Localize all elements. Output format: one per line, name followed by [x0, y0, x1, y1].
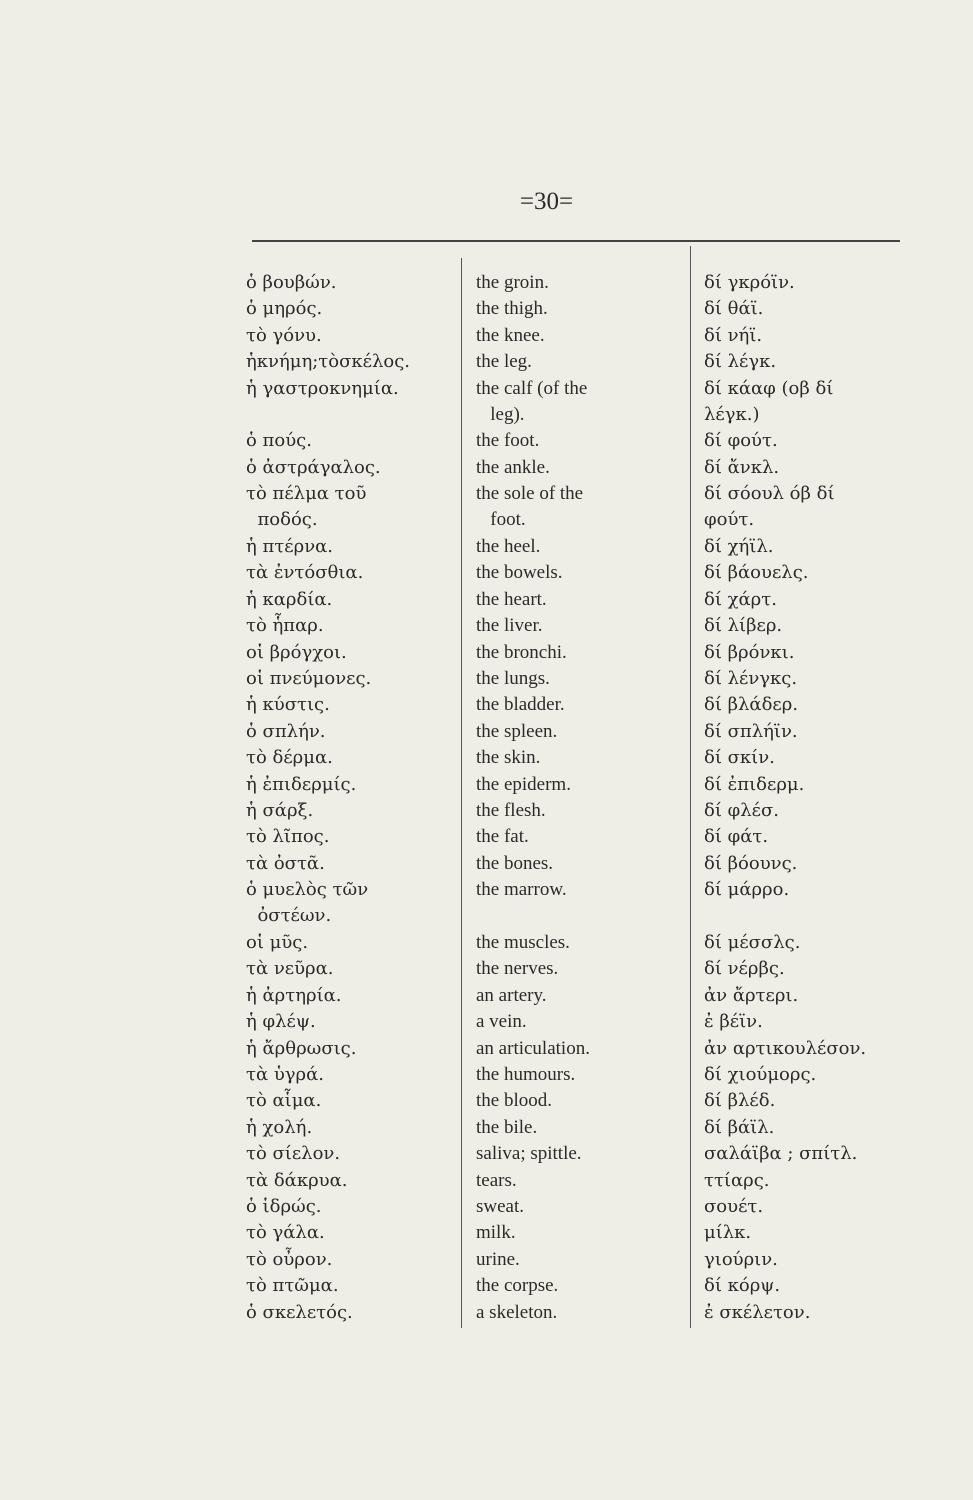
pronunciation: ἐ βέϊν.	[704, 1011, 763, 1033]
pronunciation: δί βλάδερ.	[704, 694, 799, 716]
english-translation: the blood.	[476, 1090, 552, 1112]
page-number: =30=	[519, 188, 574, 215]
pronunciation: δί βλέδ.	[704, 1090, 776, 1112]
english-translation: the thigh.	[476, 298, 548, 320]
greek-term: τὸ γόνυ.	[246, 324, 322, 346]
greek-term: ἡ πτέρνα.	[246, 536, 334, 557]
english-translation: the flesh.	[476, 800, 546, 821]
english-translation: a vein.	[476, 1011, 527, 1033]
greek-term: ἡ καρδία.	[246, 588, 333, 610]
greek-term: ὁ σπλήν.	[246, 720, 326, 742]
english-translation: the lungs.	[476, 668, 550, 689]
english-translation: the calf (of the leg).	[476, 377, 588, 425]
greek-term: ὁ βουβών.	[246, 272, 337, 293]
greek-term: ὁ σκελετός.	[246, 1301, 353, 1323]
greek-term: ὁ μηρός.	[246, 298, 323, 320]
english-translation: the bronchi.	[476, 641, 567, 663]
greek-term: ἡ κύστις.	[246, 694, 330, 716]
pronunciation: ἀν ἄρτερι.	[704, 984, 799, 1006]
greek-term: τὰ ὑγρά.	[246, 1064, 324, 1085]
pronunciation: σαλάϊβα ; σπίτλ.	[704, 1143, 858, 1165]
english-translation: the heel.	[476, 536, 541, 557]
greek-term: ἡ ἄρθρωσις.	[246, 1037, 357, 1059]
english-translation: sweat.	[476, 1196, 525, 1217]
english-translation: the bowels.	[476, 562, 563, 584]
english-translation: the skin.	[476, 747, 541, 769]
greek-term: τὰ ὀστᾶ.	[246, 852, 325, 874]
english-translation: the nerves.	[476, 958, 559, 980]
pronunciation: δί ἄνκλ.	[704, 456, 780, 478]
english-translation: the knee.	[476, 324, 545, 346]
pronunciation: δί σόουλ όβ δί φούτ.	[704, 483, 835, 531]
column-divider-left	[461, 258, 462, 1328]
english-translation: urine.	[476, 1248, 520, 1270]
pronunciation: δί ἐπιδερμ.	[704, 773, 805, 795]
pronunciation: δί φάτ.	[704, 826, 769, 848]
pronunciation: δί βρόνκι.	[704, 641, 795, 663]
pronunciation: μίλκ.	[704, 1222, 752, 1244]
english-translation: the humours.	[476, 1064, 576, 1085]
english-translation: saliva; spittle.	[476, 1143, 582, 1165]
pronunciation: δί κόρψ.	[704, 1275, 781, 1297]
pronunciation: δί μέσσλς.	[704, 932, 801, 953]
greek-term: τὸ οὖρον.	[246, 1248, 333, 1270]
pronunciation: δί φούτ.	[704, 430, 778, 452]
pronunciation: δί βάουελς.	[704, 562, 809, 584]
greek-term: ἡ γαστροκνημία.	[246, 377, 399, 399]
english-translation: the bile.	[476, 1116, 538, 1138]
pronunciation: δί λένγκς.	[704, 668, 798, 689]
english-translation: a skeleton.	[476, 1301, 558, 1323]
greek-term: τὸ γάλα.	[246, 1222, 325, 1244]
pronunciation: δί λίβερ.	[704, 615, 783, 637]
pronunciation: δί νέρβς.	[704, 958, 785, 980]
pronunciation: δί φλέσ.	[704, 800, 779, 821]
english-translation: the epiderm.	[476, 773, 571, 795]
pronunciation: δί νήϊ.	[704, 324, 763, 346]
english-translation: the foot.	[476, 430, 540, 452]
english-translation: the ankle.	[476, 456, 550, 478]
english-translation: the heart.	[476, 588, 547, 610]
english-translation: the fat.	[476, 826, 529, 848]
pronunciation: δί μάρρο.	[704, 879, 790, 901]
english-translation: the bones.	[476, 852, 554, 874]
english-translation: an artery.	[476, 984, 547, 1006]
pronunciation: ἐ σκέλετον.	[704, 1301, 811, 1323]
greek-term: οἱ πνεύμονες.	[246, 668, 372, 689]
greek-term: τὸ δέρμα.	[246, 747, 333, 769]
english-translation: the marrow.	[476, 879, 567, 901]
pronunciation: δί χιούμορς.	[704, 1064, 817, 1085]
english-translation: an articulation.	[476, 1037, 590, 1059]
english-translation: the sole of the foot.	[476, 483, 584, 531]
english-translation: the liver.	[476, 615, 543, 637]
pronunciation: γιούριν.	[704, 1248, 778, 1270]
greek-term: τὰ ἐντόσθια.	[246, 562, 364, 584]
english-translation: the corpse.	[476, 1275, 559, 1297]
english-translation: the bladder.	[476, 694, 565, 716]
pronunciation: δί κάαφ (οβ δί λέγκ.)	[704, 377, 834, 425]
greek-term: τὸ πέλμα τοῦ ποδός.	[246, 483, 367, 531]
greek-term: τὰ νεῦρα.	[246, 958, 334, 980]
greek-term: ἡκνήμη;τὸσκέλος.	[246, 351, 411, 373]
greek-term: ὁ ἀστράγαλος.	[246, 456, 381, 478]
greek-term: τὸ πτῶμα.	[246, 1275, 339, 1297]
greek-term: τὰ δάκρυα.	[246, 1169, 348, 1191]
english-translation: milk.	[476, 1222, 516, 1244]
pronunciation: δί θάϊ.	[704, 298, 764, 320]
greek-term: οἱ μῦς.	[246, 932, 309, 953]
greek-term: ἡ χολή.	[246, 1116, 313, 1138]
greek-term: τὸ αἷμα.	[246, 1090, 322, 1112]
english-translation: the muscles.	[476, 932, 570, 953]
english-translation: the leg.	[476, 351, 532, 373]
pronunciation: ττίαρς.	[704, 1169, 770, 1191]
pronunciation: δί χάρτ.	[704, 588, 777, 610]
greek-term: ἡ σάρξ.	[246, 800, 314, 821]
pronunciation: σουέτ.	[704, 1196, 764, 1217]
pronunciation: δί βόουνς.	[704, 852, 798, 874]
english-translation: the groin.	[476, 272, 549, 293]
pronunciation: δί λέγκ.	[704, 351, 777, 373]
greek-term: τὸ σίελον.	[246, 1143, 341, 1165]
english-translation: tears.	[476, 1169, 517, 1191]
pronunciation: δί γκρόϊν.	[704, 272, 795, 293]
header-rule	[252, 240, 900, 242]
pronunciation: δί χήϊλ.	[704, 536, 774, 557]
greek-term: τὸ λῖπος.	[246, 826, 330, 848]
greek-term: ὁ μυελὸς τῶν ὀστέων.	[246, 879, 369, 927]
greek-term: ὁ ἱδρώς.	[246, 1196, 322, 1217]
pronunciation: δί σκίν.	[704, 747, 775, 769]
greek-term: ἡ ἐπιδερμίς.	[246, 773, 357, 795]
greek-term: οἱ βρόγχοι.	[246, 641, 347, 663]
greek-term: ὁ πούς.	[246, 430, 312, 452]
greek-term: τὸ ἧπαρ.	[246, 615, 324, 637]
english-translation: the spleen.	[476, 720, 558, 742]
pronunciation: δί βάϊλ.	[704, 1116, 775, 1138]
greek-term: ἡ ἀρτηρία.	[246, 984, 342, 1006]
greek-term: ἡ φλέψ.	[246, 1011, 316, 1033]
pronunciation: ἀν αρτικουλέσον.	[704, 1037, 867, 1059]
pronunciation: δί σπλήϊν.	[704, 720, 798, 742]
